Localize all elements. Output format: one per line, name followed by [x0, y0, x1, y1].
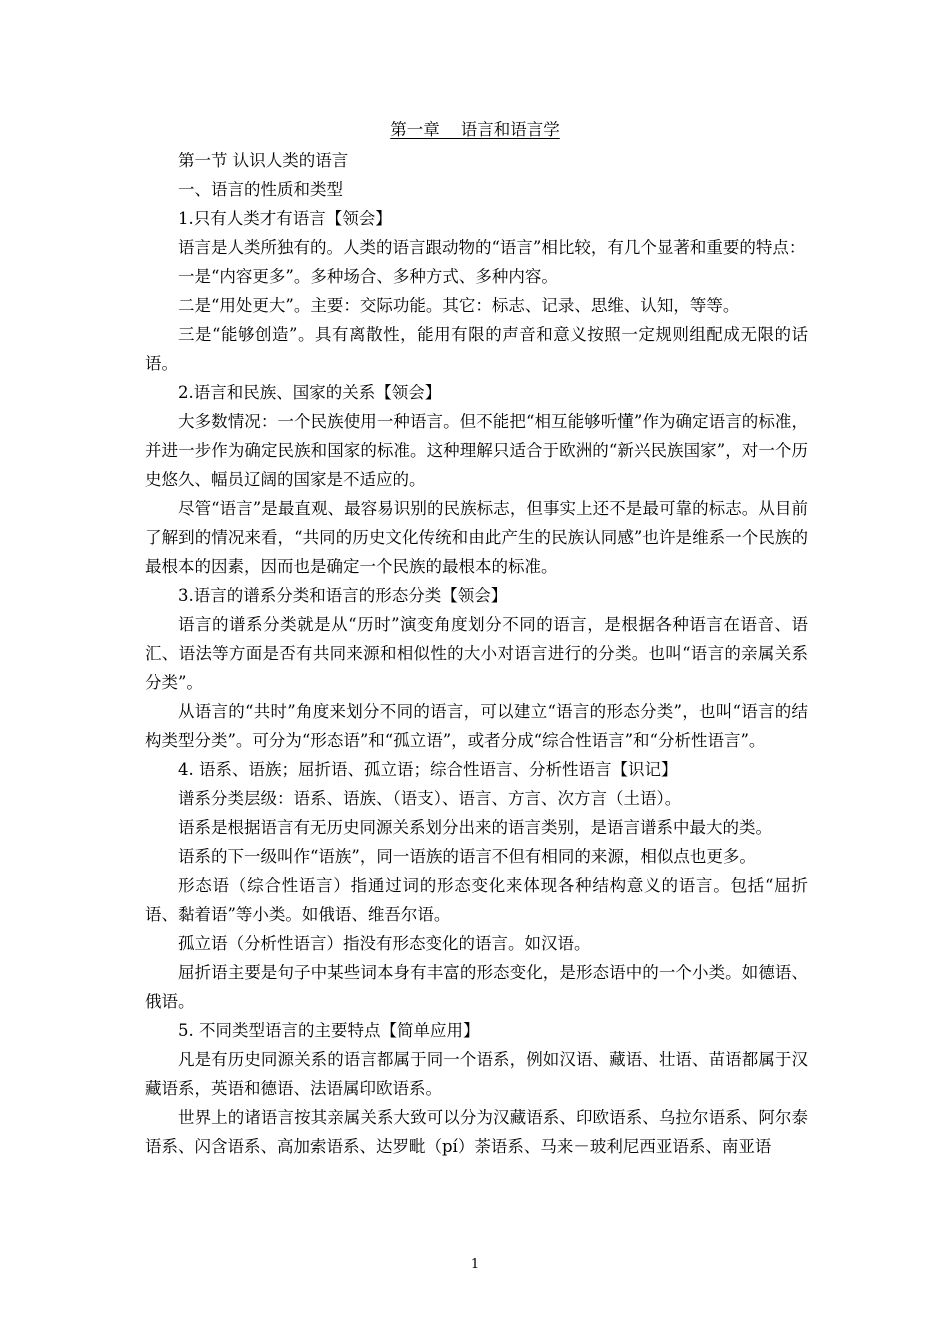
subsection-heading: 一、语言的性质和类型	[178, 180, 343, 199]
topic-heading: 3.语言的谱系分类和语言的形态分类【领会】	[178, 586, 508, 605]
paragraph: 形态语（综合性语言）指通过词的形态变化来体现各种结构意义的语言。包括“屈折语、黏着语”等小类。如俄语、维吾尔语。	[145, 876, 808, 924]
paragraph: 孤立语（分析性语言）指没有形态变化的语言。如汉语。	[178, 934, 591, 953]
paragraph: 从语言的“共时”角度来划分不同的语言，可以建立“语言的形态分类”，也叫“语言的结构类型分类”。可分为“形态语”和“孤立语”，或者分成“综合性语言”和“分析性语言”。	[145, 702, 808, 750]
topic-heading: 4. 语系、语族；屈折语、孤立语；综合性语言、分析性语言【识记】	[178, 760, 678, 779]
paragraph: 凡是有历史同源关系的语言都属于同一个语系，例如汉语、藏语、壮语、苗语都属于汉藏语系，英语和德语、法语属印欧语系。	[145, 1050, 808, 1098]
chapter-title-text: 第一章 语言和语言学	[390, 120, 560, 139]
topic-heading: 5. 不同类型语言的主要特点【简单应用】	[178, 1021, 480, 1040]
paragraph: 三是“能够创造”。具有离散性，能用有限的声音和意义按照一定规则组配成无限的话语。	[145, 325, 808, 373]
paragraph: 世界上的诸语言按其亲属关系大致可以分为汉藏语系、印欧语系、乌拉尔语系、阿尔泰语系、闪含语系、高加索语系、达罗毗（pí）荼语系、马来－玻利尼西亚语系、南亚语	[145, 1108, 808, 1156]
chapter-title	[0, 118, 950, 142]
paragraph: 语言是人类所独有的。人类的语言跟动物的“语言”相比较，有几个显著和重要的特点：	[178, 238, 806, 257]
paragraph: 谱系分类层级：语系、语族、（语支）、语言、方言、次方言（土语）。	[178, 789, 682, 808]
paragraph: 一是“内容更多”。多种场合、多种方式、多种内容。	[178, 267, 558, 286]
page-number: 1	[470, 1257, 480, 1272]
topic-heading: 1.只有人类才有语言【领会】	[178, 209, 392, 228]
document-body	[145, 146, 808, 1161]
paragraph: 语言的谱系分类就是从“历时”演变角度划分不同的语言，是根据各种语言在语音、语汇、语法等方面是否有共同来源和相似性的大小对语言进行的分类。也叫“语言的亲属关系分类”。	[145, 615, 808, 692]
paragraph: 屈折语主要是句子中某些词本身有丰富的形态变化，是形态语中的一个小类。如德语、俄语。	[145, 963, 808, 1011]
paragraph: 二是“用处更大”。主要：交际功能。其它：标志、记录、思维、认知，等等。	[178, 296, 740, 315]
paragraph: 尽管“语言”是最直观、最容易识别的民族标志，但事实上还不是最可靠的标志。从目前了解到的情况来看，“共同的历史文化传统和由此产生的民族认同感”也许是维系一个民族的最根本的因素，因而也是确定一个民族的最根本的标准。	[145, 499, 808, 576]
topic-heading: 2.语言和民族、国家的关系【领会】	[178, 383, 442, 402]
paragraph: 语系是根据语言有无历史同源关系划分出来的语言类别，是语言谱系中最大的类。	[178, 818, 772, 837]
section-heading: 第一节 认识人类的语言	[178, 151, 349, 170]
paragraph: 大多数情况：一个民族使用一种语言。但不能把“相互能够听懂”作为确定语言的标准，并进一步作为确定民族和国家的标准。这种理解只适合于欧洲的“新兴民族国家”，对一个历史悠久、幅员辽阔的国家是不适应的。	[145, 412, 808, 489]
paragraph: 语系的下一级叫作“语族”，同一语族的语言不但有相同的来源，相似点也更多。	[178, 847, 756, 866]
